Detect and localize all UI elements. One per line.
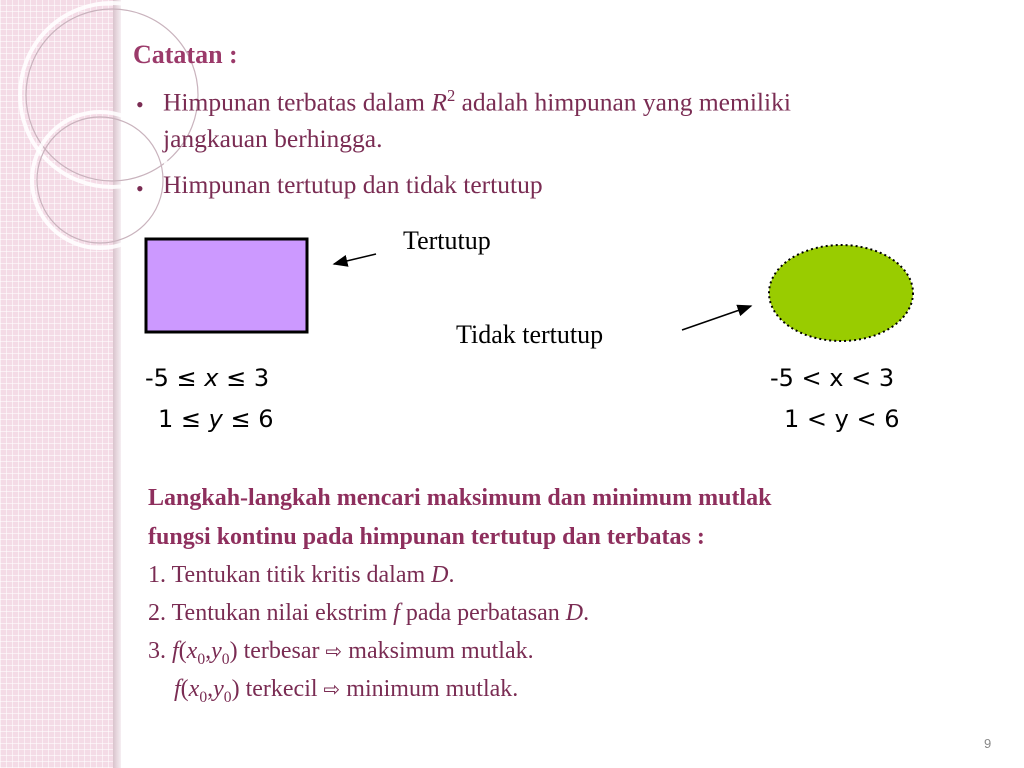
open-set-x-range: -5 < x < 3 (770, 364, 895, 392)
closed-set-y-range: 1 ≤ y ≤ 6 (158, 405, 274, 433)
closed-set-rectangle (146, 239, 307, 332)
step-3-max: 3. $f(x_0,y_0)$ terbesar ⇨ maksimum mutlak. (148, 638, 534, 668)
closed-set-x-range: -5 ≤ x ≤ 3 (145, 364, 270, 392)
slide-title: Catatan : (133, 40, 238, 69)
step-3-min: $f(x_0,y_0)$ terkecil ⇨ minimum mutlak. (174, 676, 519, 706)
step-1: 1. Tentukan titik kritis dalam D. (148, 562, 455, 588)
bullet-1-line-1: Himpunan terbatas dalam $R^2$ adalah himpunan yang memiliki (163, 86, 791, 117)
label-open: Tidak tertutup (456, 320, 604, 349)
arrow-to-ellipse (682, 306, 751, 330)
bullet-2: Himpunan tertutup dan tidak tertutup (163, 170, 543, 199)
arrow-right-icon: ⇨ (323, 677, 341, 701)
bullet-1-line-2: jangkauan berhingga. (163, 124, 383, 153)
open-set-y-range: 1 < y < 6 (784, 405, 900, 433)
label-closed: Tertutup (403, 226, 491, 255)
step-2: 2. Tentukan nilai ekstrim f pada perbatasan D. (148, 600, 590, 626)
arrow-right-icon: ⇨ (325, 639, 343, 663)
open-set-ellipse (769, 245, 913, 341)
steps-heading-line-2: fungsi kontinu pada himpunan tertutup dan terbatas : (148, 524, 705, 550)
arrow-to-rectangle (334, 254, 376, 264)
steps-heading-line-1: Langkah-langkah mencari maksimum dan minimum mutlak (148, 485, 772, 511)
bullet-dot: • (136, 92, 144, 117)
page-number: 9 (984, 736, 992, 751)
bullet-dot: • (136, 176, 144, 201)
